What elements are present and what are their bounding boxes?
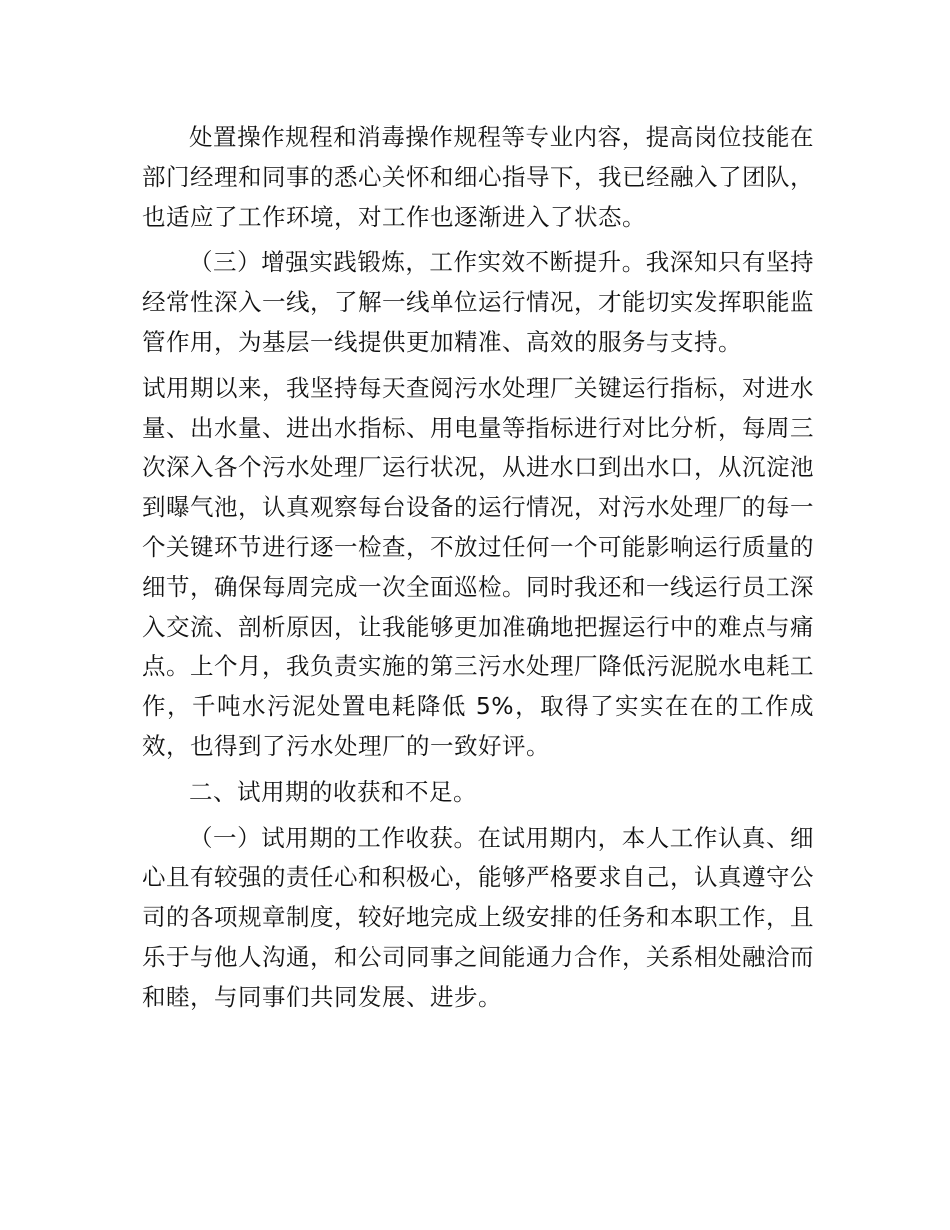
document-body — [142, 118, 814, 1024]
paragraph-work-gains: （一）试用期的工作收获。在试用期内，本人工作认真、细心且有较强的责任心和积极心，能够严格要求自己，认真遵守公司的各项规章制度，较好地完成上级安排的任务和本职工作，且乐于与他人沟通，和公司同事之间能通力合作，关系相处融洽而和睦，与同事们共同发展、进步。 — [142, 823, 814, 1011]
paragraph-practice-heading: （三）增强实践锻炼，工作实效不断提升。我深知只有坚持经常性深入一线，了解一线单位运行情况，才能切实发挥职能监管作用，为基层一线提供更加精准、高效的服务与支持。 — [142, 248, 814, 356]
paragraph-inspection-details: 试用期以来，我坚持每天查阅污水处理厂关键运行指标，对进水量、出水量、进出水指标、用电量等指标进行对比分析，每周三次深入各个污水处理厂运行状况，从进水口到出水口，从沉淀池到曝气池，认真观察每台设备的运行情况，对污水处理厂的每一个关键环节进行逐一检查，不放过任何一个可能影响运行质量的细节，确保每周完成一次全面巡检。同时我还和一线运行员工深入交流、剖析原因，让我能够更加准确地把握运行中的难点与痛点。上个月，我负责实施的第三污水处理厂降低污泥脱水电耗工作，千吨水污泥处置电耗降低 5%，取得了实实在在的工作成效，也得到了污水处理厂的一致好评。 — [142, 373, 814, 760]
section-heading-gains-shortcomings: 二、试用期的收获和不足。 — [189, 777, 477, 806]
paragraph-skills-adaptation: 处置操作规程和消毒操作规程等专业内容，提高岗位技能在部门经理和同事的悉心关怀和细心指导下，我已经融入了团队，也适应了工作环境，对工作也逐渐进入了状态。 — [142, 123, 814, 231]
